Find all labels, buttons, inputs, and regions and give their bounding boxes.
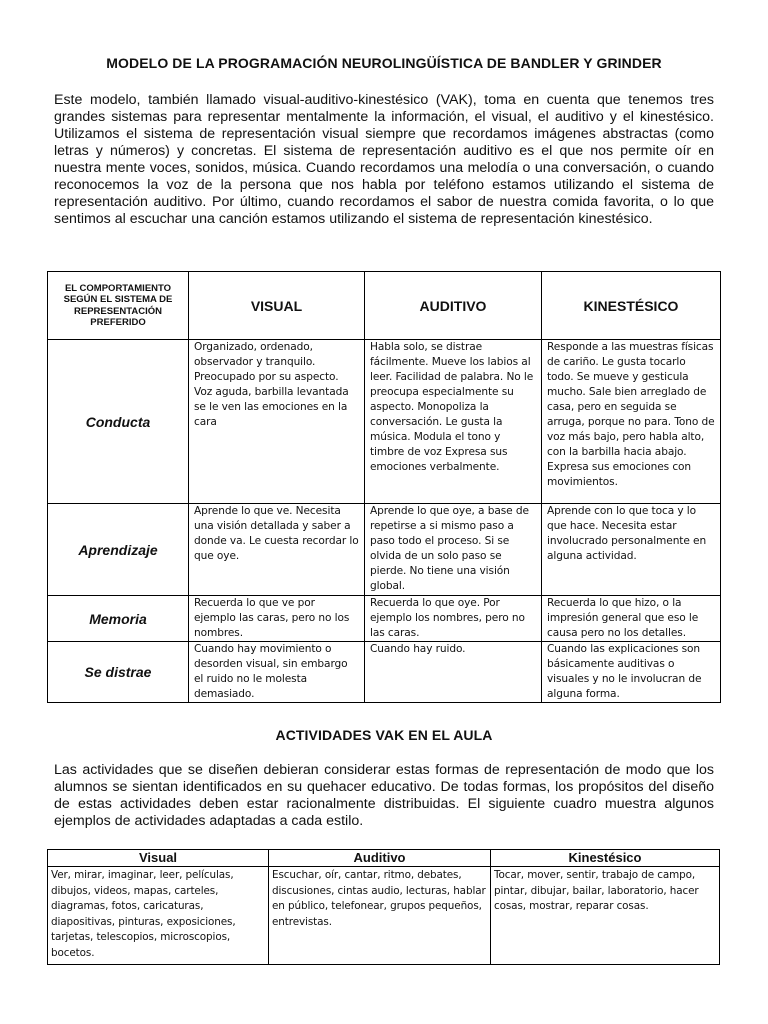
activities-paragraph: Las actividades que se diseñen debieran considerar estas formas de representación de modo que los alumnos se sientan identificados en su quehacer educativo. De todas formas, los propósitos del diseño de estas actividades deben estar racionalmente distribuidas. El siguiente cuadro muestra algunos ejemplos de actividades adaptadas a cada estilo. — [54, 762, 714, 829]
table-cell: Aprende lo que ve. Necesita una visión detallada y saber a donde va. Le cuesta recordar lo que oye. — [189, 504, 365, 596]
table-row — [48, 504, 721, 596]
behavior-table — [47, 271, 721, 703]
table-cell: Escuchar, oír, cantar, ritmo, debates, discusiones, cintas audio, lecturas, hablar en público, telefonear, grupos pequeños, entrevistas. — [269, 867, 491, 965]
table-cell: Cuando hay movimiento o desorden visual, sin embargo el ruido no le molesta demasiado. — [189, 642, 365, 703]
intro-paragraph: Este modelo, también llamado visual-auditivo-kinestésico (VAK), toma en cuenta que tenemos tres grandes sistemas para representar mentalmente la información, el visual, el auditivo y el kinestésico. Utilizamos el sistema de representación visual siempre que recordamos imágenes abstractas (como letras y números) y concretas. El sistema de representación auditivo es el que nos permite oír en nuestra mente voces, sonidos, música. Cuando recordamos una melodía o una conversación, o cuando reconocemos la voz de la persona que nos habla por teléfono estamos utilizando el sistema de representación auditivo. Por último, cuando recordamos el sabor de nuestra comida favorita, o lo que sentimos al escuchar una canción estamos utilizando el sistema de representación kinestésico. — [54, 92, 714, 227]
activities-title: ACTIVIDADES VAK EN EL AULA — [275, 727, 493, 743]
document-title: MODELO DE LA PROGRAMACIÓN NEUROLINGÜÍSTICA DE BANDLER Y GRINDER — [106, 55, 662, 71]
activities-table-header-row — [48, 850, 720, 867]
row-header-se-distrae: Se distrae — [48, 642, 189, 703]
table-cell: Tocar, mover, sentir, trabajo de campo, pintar, dibujar, bailar, laboratorio, hacer cosas, mostrar, reparar cosas. — [491, 867, 720, 965]
column-header-kinestesico: KINESTÉSICO — [542, 272, 721, 340]
activities-table — [47, 849, 720, 965]
column-header-auditivo: Auditivo — [269, 850, 491, 867]
table-cell: Cuando hay ruido. — [365, 642, 542, 703]
column-header-kinestesico: Kinestésico — [491, 850, 720, 867]
table-cell: Recuerda lo que oye. Por ejemplo los nombres, pero no las caras. — [365, 596, 542, 642]
table-cell: Organizado, ordenado, observador y tranquilo. Preocupado por su aspecto. Voz aguda, barbilla levantada se le ven las emociones en la cara — [189, 340, 365, 504]
table-cell: Recuerda lo que hizo, o la impresión general que eso le causa pero no los detalles. — [542, 596, 721, 642]
column-header-auditivo: AUDITIVO — [365, 272, 542, 340]
row-header-aprendizaje: Aprendizaje — [48, 504, 189, 596]
table-row — [48, 642, 721, 703]
column-header-visual: VISUAL — [189, 272, 365, 340]
table-cell: Recuerda lo que ve por ejemplo las caras, pero no los nombres. — [189, 596, 365, 642]
table-row — [48, 340, 721, 504]
column-header-visual: Visual — [48, 850, 269, 867]
table-cell: Responde a las muestras físicas de cariño. Le gusta tocarlo todo. Se mueve y gesticula mucho. Sale bien arreglado de casa, pero en seguida se arruga, porque no para. Tono de voz más bajo, pero habla alto, con la barbilla hacia abajo. Expresa sus emociones con movimientos. — [542, 340, 721, 504]
table-cell: Habla solo, se distrae fácilmente. Mueve los labios al leer. Facilidad de palabra. No le preocupa especialmente su aspecto. Monopoliza la conversación. Le gusta la música. Modula el tono y timbre de voz Expresa sus emociones verbalmente. — [365, 340, 542, 504]
table-cell: Aprende lo que oye, a base de repetirse a si mismo paso a paso todo el proceso. Si se olvida de un solo paso se pierde. No tiene una visión global. — [365, 504, 542, 596]
table-row — [48, 596, 721, 642]
row-header-conducta: Conducta — [48, 340, 189, 504]
table-cell: Ver, mirar, imaginar, leer, películas, dibujos, videos, mapas, carteles, diagramas, fotos, caricaturas, diapositivas, pinturas, exposiciones, tarjetas, telescopios, microscopios, bocetos. — [48, 867, 269, 965]
table-row — [48, 867, 720, 965]
table-cell: Aprende con lo que toca y lo que hace. Necesita estar involucrado personalmente en alguna actividad. — [542, 504, 721, 596]
row-header-memoria: Memoria — [48, 596, 189, 642]
table-cell: Cuando las explicaciones son básicamente auditivas o visuales y no le involucran de alguna forma. — [542, 642, 721, 703]
behavior-table-header-row — [48, 272, 721, 340]
corner-header: EL COMPORTAMIENTO SEGÚN EL SISTEMA DE REPRESENTACIÓN PREFERIDO — [48, 272, 189, 340]
